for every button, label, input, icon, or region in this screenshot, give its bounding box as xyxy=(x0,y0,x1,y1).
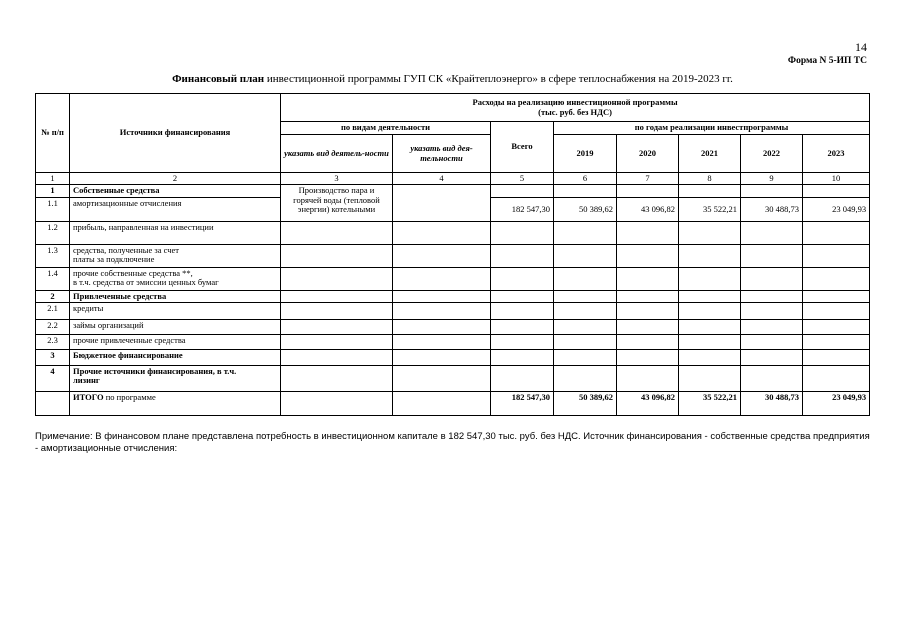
empty-cell xyxy=(554,350,617,366)
empty-cell xyxy=(281,392,393,416)
empty-cell xyxy=(393,320,491,335)
row-name-line2: лизинг xyxy=(73,375,100,386)
table-row xyxy=(36,320,870,335)
row-name-line2: платы за подключение xyxy=(73,254,155,265)
table-row xyxy=(36,244,870,267)
empty-cell xyxy=(803,244,870,267)
row-name-line1: средства, полученные за счет xyxy=(73,244,179,255)
empty-cell xyxy=(741,335,803,350)
empty-cell xyxy=(491,221,554,244)
empty-cell xyxy=(741,303,803,320)
empty-cell xyxy=(679,303,741,320)
total-row xyxy=(36,392,870,416)
row-num: 2 xyxy=(36,290,70,302)
row-num: 2.2 xyxy=(36,320,70,335)
empty-cell xyxy=(803,221,870,244)
empty-cell xyxy=(491,290,554,302)
empty-cell xyxy=(803,303,870,320)
row-num: 1.1 xyxy=(36,197,70,221)
total-value: 43 096,82 xyxy=(617,392,679,416)
page-number: 14 xyxy=(855,40,867,54)
empty-cell xyxy=(554,290,617,302)
empty-cell xyxy=(393,366,491,392)
total-value: 30 488,73 xyxy=(741,392,803,416)
total-label xyxy=(70,392,281,416)
col-number: 4 xyxy=(393,173,491,185)
empty-cell xyxy=(393,303,491,320)
empty-cell xyxy=(803,320,870,335)
value-cell: 35 522,21 xyxy=(679,197,741,221)
empty-cell xyxy=(803,185,870,197)
empty-cell xyxy=(679,350,741,366)
header-activity-1: указать вид деятель-ности xyxy=(281,135,393,173)
value-cell: 30 488,73 xyxy=(741,197,803,221)
empty-cell xyxy=(393,221,491,244)
empty-cell xyxy=(554,303,617,320)
header-year: 2021 xyxy=(679,135,741,173)
empty-cell xyxy=(741,290,803,302)
empty-cell xyxy=(393,185,491,221)
col-number: 6 xyxy=(554,173,617,185)
title-bold: Финансовый план xyxy=(172,73,265,85)
row-num: 3 xyxy=(36,350,70,366)
empty-cell xyxy=(393,267,491,290)
empty-cell xyxy=(617,366,679,392)
col-number: 3 xyxy=(281,173,393,185)
table-row xyxy=(36,290,870,302)
row-num: 1.3 xyxy=(36,244,70,267)
footnote: Примечание: В финансовом плане представлена потребность в инвестиционном капитале в 182 547,30 тыс. руб. без НДС. Источник финансирования - собственные средства предприятия - амортизационные отчисления: xyxy=(35,431,870,455)
empty-cell xyxy=(554,185,617,197)
header-year: 2022 xyxy=(741,135,803,173)
activity-cell: Производство пара и горячей воды (тепловой энергии) котельными xyxy=(281,185,393,221)
row-name xyxy=(70,267,281,290)
empty-cell xyxy=(281,366,393,392)
empty-cell xyxy=(741,350,803,366)
empty-cell xyxy=(617,185,679,197)
header-activity-2: указать вид дея-тельности xyxy=(393,135,491,173)
title-rest: инвестиционной программы ГУП СК «Крайтеплоэнерго» в сфере теплоснабжения на 2019-2023 гг. xyxy=(264,73,733,85)
empty-cell xyxy=(803,267,870,290)
empty-cell xyxy=(491,350,554,366)
row-num: 2.1 xyxy=(36,303,70,320)
col-number: 5 xyxy=(491,173,554,185)
row-name: прибыль, направленная на инвестиции xyxy=(70,221,281,244)
table-row xyxy=(36,366,870,392)
empty-cell xyxy=(554,267,617,290)
table-row xyxy=(36,350,870,366)
empty-cell xyxy=(36,392,70,416)
header-year: 2020 xyxy=(617,135,679,173)
value-cell: 23 049,93 xyxy=(803,197,870,221)
value-cell: 50 389,62 xyxy=(554,197,617,221)
row-name: Бюджетное финансирование xyxy=(70,350,281,366)
row-name: кредиты xyxy=(70,303,281,320)
row-name: займы организаций xyxy=(70,320,281,335)
empty-cell xyxy=(617,267,679,290)
empty-cell xyxy=(679,366,741,392)
total-value: 35 522,21 xyxy=(679,392,741,416)
empty-cell xyxy=(393,392,491,416)
empty-cell xyxy=(393,350,491,366)
empty-cell xyxy=(679,267,741,290)
empty-cell xyxy=(554,221,617,244)
empty-cell xyxy=(281,221,393,244)
header-expenses-line1: Расходы на реализацию инвестиционной программы xyxy=(472,97,678,108)
empty-cell xyxy=(393,244,491,267)
col-number: 7 xyxy=(617,173,679,185)
row-num: 1.2 xyxy=(36,221,70,244)
empty-cell xyxy=(741,221,803,244)
empty-cell xyxy=(741,366,803,392)
row-num: 1.4 xyxy=(36,267,70,290)
empty-cell xyxy=(617,244,679,267)
empty-cell xyxy=(617,221,679,244)
row-name xyxy=(70,366,281,392)
empty-cell xyxy=(491,366,554,392)
empty-cell xyxy=(741,244,803,267)
col-number: 10 xyxy=(803,173,870,185)
empty-cell xyxy=(281,290,393,302)
empty-cell xyxy=(393,290,491,302)
col-number: 1 xyxy=(36,173,70,185)
value-cell: 182 547,30 xyxy=(491,197,554,221)
row-name: прочие привлеченные средства xyxy=(70,335,281,350)
header-by-years: по годам реализации инвестпрограммы xyxy=(554,122,870,135)
empty-cell xyxy=(554,335,617,350)
empty-cell xyxy=(491,320,554,335)
empty-cell xyxy=(491,185,554,197)
empty-cell xyxy=(281,350,393,366)
row-name: Привлеченные средства xyxy=(70,290,281,302)
total-label-rest: по программе xyxy=(103,392,156,403)
empty-cell xyxy=(393,335,491,350)
row-num: 2.3 xyxy=(36,335,70,350)
empty-cell xyxy=(617,290,679,302)
col-number: 9 xyxy=(741,173,803,185)
table-row xyxy=(36,335,870,350)
header-expenses xyxy=(281,94,870,122)
row-name xyxy=(70,244,281,267)
header-by-activity: по видам деятельности xyxy=(281,122,491,135)
header-sources: Источники финансирования xyxy=(70,94,281,173)
col-number: 8 xyxy=(679,173,741,185)
form-number: Форма N 5-ИП ТС xyxy=(787,56,867,66)
empty-cell xyxy=(617,320,679,335)
empty-cell xyxy=(281,320,393,335)
empty-cell xyxy=(679,221,741,244)
header-expenses-line2: (тыс. руб. без НДС) xyxy=(538,106,612,117)
empty-cell xyxy=(491,303,554,320)
empty-cell xyxy=(741,185,803,197)
empty-cell xyxy=(491,244,554,267)
empty-cell xyxy=(679,290,741,302)
empty-cell xyxy=(803,350,870,366)
row-name-line2: в т.ч. средства от эмиссии ценных бумаг xyxy=(73,277,219,288)
row-name: амортизационные отчисления xyxy=(70,197,281,221)
empty-cell xyxy=(741,320,803,335)
empty-cell xyxy=(491,335,554,350)
empty-cell xyxy=(554,366,617,392)
row-name-line1: прочие собственные средства **, xyxy=(73,267,193,278)
col-number: 2 xyxy=(70,173,281,185)
empty-cell xyxy=(617,303,679,320)
total-value: 182 547,30 xyxy=(491,392,554,416)
empty-cell xyxy=(554,320,617,335)
empty-cell xyxy=(617,350,679,366)
table-row xyxy=(36,303,870,320)
empty-cell xyxy=(803,290,870,302)
row-name: Собственные средства xyxy=(70,185,281,197)
row-name-line1: Прочие источники финансирования, в т.ч. xyxy=(73,366,237,377)
total-label-bold: ИТОГО xyxy=(73,392,104,403)
table-row xyxy=(36,267,870,290)
row-num: 4 xyxy=(36,366,70,392)
value-cell: 43 096,82 xyxy=(617,197,679,221)
table-row xyxy=(36,185,870,197)
document-title xyxy=(0,73,905,85)
empty-cell xyxy=(281,335,393,350)
empty-cell xyxy=(491,267,554,290)
empty-cell xyxy=(281,303,393,320)
header-total: Всего xyxy=(491,122,554,173)
header-num: № п/п xyxy=(36,94,70,173)
header-year: 2023 xyxy=(803,135,870,173)
empty-cell xyxy=(617,335,679,350)
row-num: 1 xyxy=(36,185,70,197)
empty-cell xyxy=(679,244,741,267)
empty-cell xyxy=(741,267,803,290)
total-value: 23 049,93 xyxy=(803,392,870,416)
financial-plan-table xyxy=(35,93,870,416)
empty-cell xyxy=(554,244,617,267)
header-year: 2019 xyxy=(554,135,617,173)
table-row xyxy=(36,221,870,244)
empty-cell xyxy=(679,185,741,197)
total-value: 50 389,62 xyxy=(554,392,617,416)
empty-cell xyxy=(803,366,870,392)
empty-cell xyxy=(281,244,393,267)
empty-cell xyxy=(803,335,870,350)
empty-cell xyxy=(679,320,741,335)
empty-cell xyxy=(679,335,741,350)
empty-cell xyxy=(281,267,393,290)
